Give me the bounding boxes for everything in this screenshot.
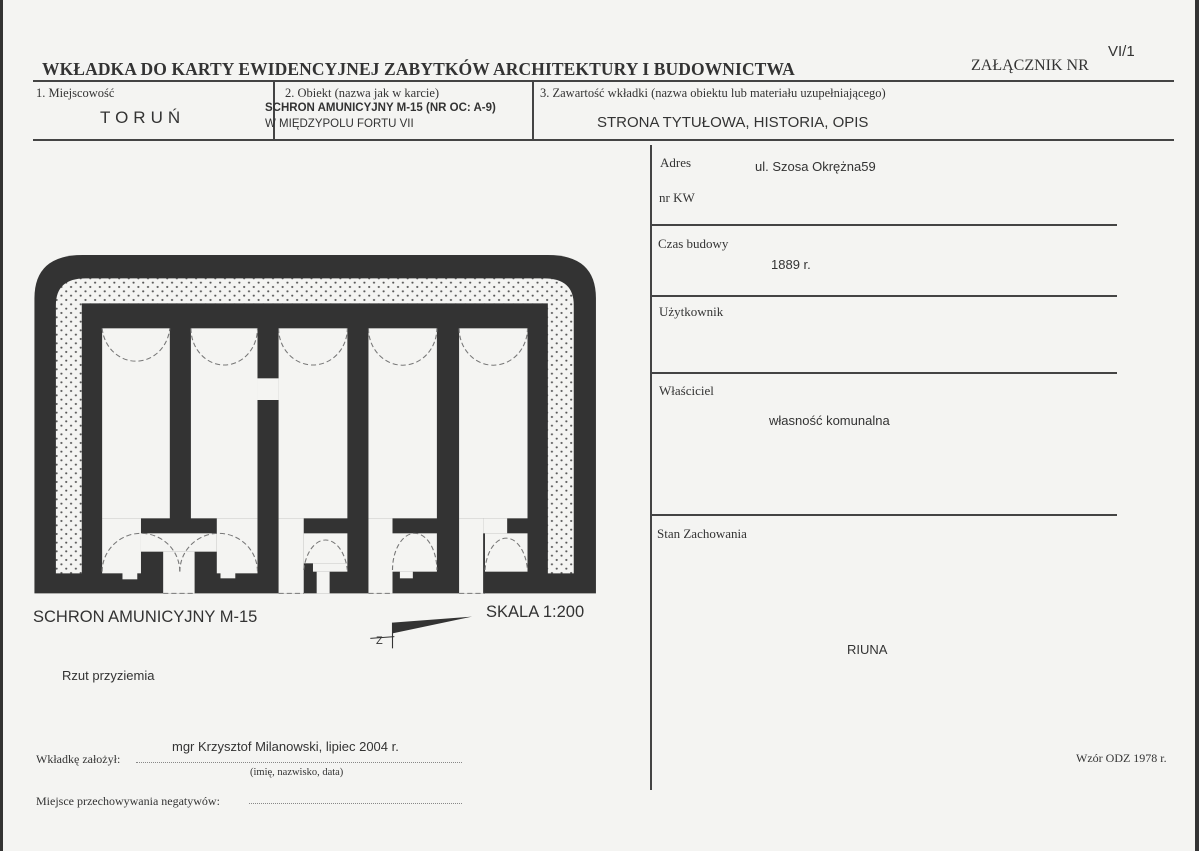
floor-plan-drawing bbox=[30, 250, 610, 660]
address-value: ul. Szosa Okrężna59 bbox=[755, 159, 876, 174]
rule bbox=[651, 514, 1117, 516]
owner-value: własność komunalna bbox=[769, 413, 890, 428]
north-letter: Z bbox=[376, 635, 383, 647]
annex-number: VI/1 bbox=[1108, 43, 1135, 60]
rule bbox=[651, 295, 1117, 297]
kw-label: nr KW bbox=[659, 190, 695, 205]
scan-edge-right bbox=[1195, 0, 1199, 851]
object-label: 2. Obiekt (nazwa jak w karcie) bbox=[285, 86, 440, 100]
drawing-scale: SKALA 1:200 bbox=[486, 603, 585, 621]
scan-edge-left bbox=[0, 0, 3, 851]
object-value-line1: SCHRON AMUNICYJNY M-15 (NR OC: A-9) bbox=[265, 102, 496, 114]
author-value: mgr Krzysztof Milanowski, lipiec 2004 r. bbox=[172, 739, 399, 754]
header-rule bbox=[33, 80, 1174, 82]
negatives-line bbox=[249, 803, 462, 804]
condition-label: Stan Zachowania bbox=[657, 526, 747, 541]
rooms bbox=[102, 328, 527, 593]
drawing-caption: Rzut przyziemia bbox=[62, 668, 155, 683]
annex-label: ZAŁĄCZNIK NR bbox=[971, 57, 1089, 74]
object-value-line2: W MIĘDZYPOLU FORTU VII bbox=[265, 118, 414, 130]
author-line bbox=[136, 762, 462, 763]
content-label: 3. Zawartość wkładki (nazwa obiektu lub materiału uzupełniającego) bbox=[540, 86, 886, 100]
locality-value: TORUŃ bbox=[100, 108, 186, 127]
owner-label: Właściciel bbox=[659, 383, 714, 398]
condition-value: RIUNA bbox=[847, 642, 888, 657]
north-arrow-icon bbox=[393, 617, 473, 634]
locality-label: 1. Miejscowość bbox=[36, 86, 115, 100]
content-value: STRONA TYTUŁOWA, HISTORIA, OPIS bbox=[597, 114, 869, 131]
panel-divider bbox=[650, 145, 652, 790]
author-label: Wkładkę założył: bbox=[36, 752, 121, 766]
negatives-label: Miejsce przechowywania negatywów: bbox=[36, 794, 220, 808]
template-note: Wzór ODZ 1978 r. bbox=[1076, 751, 1167, 765]
divider bbox=[532, 81, 534, 140]
address-label: Adres bbox=[660, 155, 692, 170]
user-label: Użytkownik bbox=[659, 304, 724, 319]
author-hint: (imię, nazwisko, data) bbox=[250, 767, 344, 778]
rule bbox=[651, 224, 1117, 226]
drawing-title: SCHRON AMUNICYJNY M-15 bbox=[33, 608, 258, 626]
rule bbox=[651, 372, 1117, 374]
form-title: WKŁADKA DO KARTY EWIDENCYJNEJ ZABYTKÓW ARCHITEKTURY I BUDOWNICTWA bbox=[42, 59, 795, 79]
built-value: 1889 r. bbox=[771, 257, 811, 272]
fields-rule bbox=[33, 139, 1174, 141]
built-label: Czas budowy bbox=[658, 236, 729, 251]
